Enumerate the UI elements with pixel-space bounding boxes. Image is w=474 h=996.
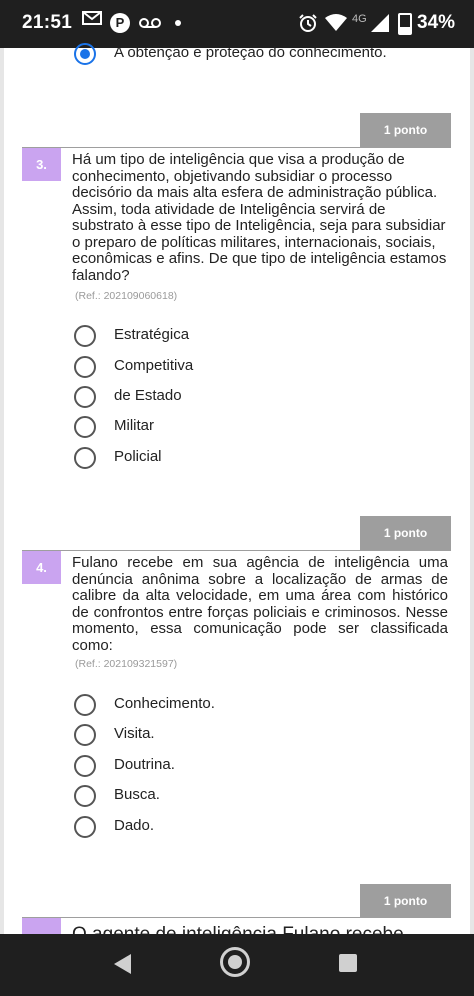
option-doutrina[interactable] xyxy=(74,754,175,778)
radio-icon[interactable] xyxy=(74,416,96,438)
question-text: Fulano recebe em sua agência de inteligência uma denúncia anônima sobre a localização de armas de calibre da alta velocidade, em uma área com histórico de confrontos entre forças policiais e criminosos. Nesse momento, essa comunicação pode ser classificada como: xyxy=(72,554,448,654)
option-militar[interactable] xyxy=(74,415,154,439)
option-label: Competitiva xyxy=(114,357,194,374)
radio-icon[interactable] xyxy=(74,386,96,408)
option-de-estado[interactable] xyxy=(74,385,182,409)
p-app-icon: P xyxy=(110,13,130,33)
points-badge: 1 ponto xyxy=(360,113,451,147)
gmail-icon xyxy=(82,10,102,31)
radio-selected-icon[interactable] xyxy=(74,43,96,65)
back-icon[interactable] xyxy=(114,954,131,974)
wifi-icon xyxy=(325,14,347,37)
radio-icon[interactable] xyxy=(74,724,96,746)
notification-dot-icon xyxy=(175,20,181,26)
option-label: Doutrina. xyxy=(114,756,175,773)
network-type: 4G xyxy=(352,13,367,25)
status-bar xyxy=(0,0,474,48)
points-badge: 1 ponto xyxy=(360,884,451,918)
option-estrategica[interactable] xyxy=(74,324,190,348)
voicemail-icon xyxy=(139,14,161,34)
radio-icon[interactable] xyxy=(74,816,96,838)
question-number: 4. xyxy=(22,551,61,584)
alarm-icon xyxy=(298,13,318,38)
home-icon[interactable] xyxy=(220,947,250,977)
prev-question-option-selected[interactable] xyxy=(74,42,387,66)
battery-icon xyxy=(398,13,412,35)
question-number: 3. xyxy=(22,148,61,181)
option-competitiva[interactable] xyxy=(74,355,194,379)
content-frame-right xyxy=(470,48,474,934)
radio-icon[interactable] xyxy=(74,755,96,777)
option-label: Visita. xyxy=(114,725,155,742)
option-label: Dado. xyxy=(114,817,155,834)
option-conhecimento[interactable] xyxy=(74,693,215,717)
recent-apps-icon[interactable] xyxy=(339,954,357,972)
question-ref: (Ref.: 202109060618) xyxy=(75,290,178,302)
radio-icon[interactable] xyxy=(74,325,96,347)
option-label: Estratégica xyxy=(114,326,190,343)
option-label: Policial xyxy=(114,448,162,465)
radio-icon[interactable] xyxy=(74,694,96,716)
content-frame-left xyxy=(0,48,4,934)
question-divider xyxy=(22,147,451,148)
radio-icon[interactable] xyxy=(74,356,96,378)
option-label: Militar xyxy=(114,417,154,434)
option-label: A obtenção e proteção do conhecimento. xyxy=(114,44,387,61)
battery-percent: 34% xyxy=(417,12,456,33)
status-time: 21:51 xyxy=(22,12,73,33)
signal-icon xyxy=(371,14,389,37)
radio-icon[interactable] xyxy=(74,785,96,807)
points-badge: 1 ponto xyxy=(360,516,451,550)
option-policial[interactable] xyxy=(74,446,162,470)
question-ref: (Ref.: 202109321597) xyxy=(75,658,178,670)
next-question-partial xyxy=(0,918,474,934)
question-divider xyxy=(22,550,451,551)
option-busca[interactable] xyxy=(74,784,160,808)
option-visita[interactable] xyxy=(74,723,155,747)
option-dado[interactable] xyxy=(74,815,155,839)
question-text: Há um tipo de inteligência que visa a produção de conhecimento, objetivando subsidiar o processo decisório da mais alta esfera de administração pública. Assim, toda atividade de Inteligência servirá de substrato à esse tipo de Inteligência, seja para subsidiar o preparo de políticas militares, internacionais, sociais, econômicas e afins. De que tipo de inteligência estamos falando? xyxy=(72,151,447,284)
option-label: Busca. xyxy=(114,786,160,803)
navigation-bar xyxy=(0,934,474,996)
option-label: Conhecimento. xyxy=(114,695,215,712)
radio-icon[interactable] xyxy=(74,447,96,469)
option-label: de Estado xyxy=(114,387,182,404)
